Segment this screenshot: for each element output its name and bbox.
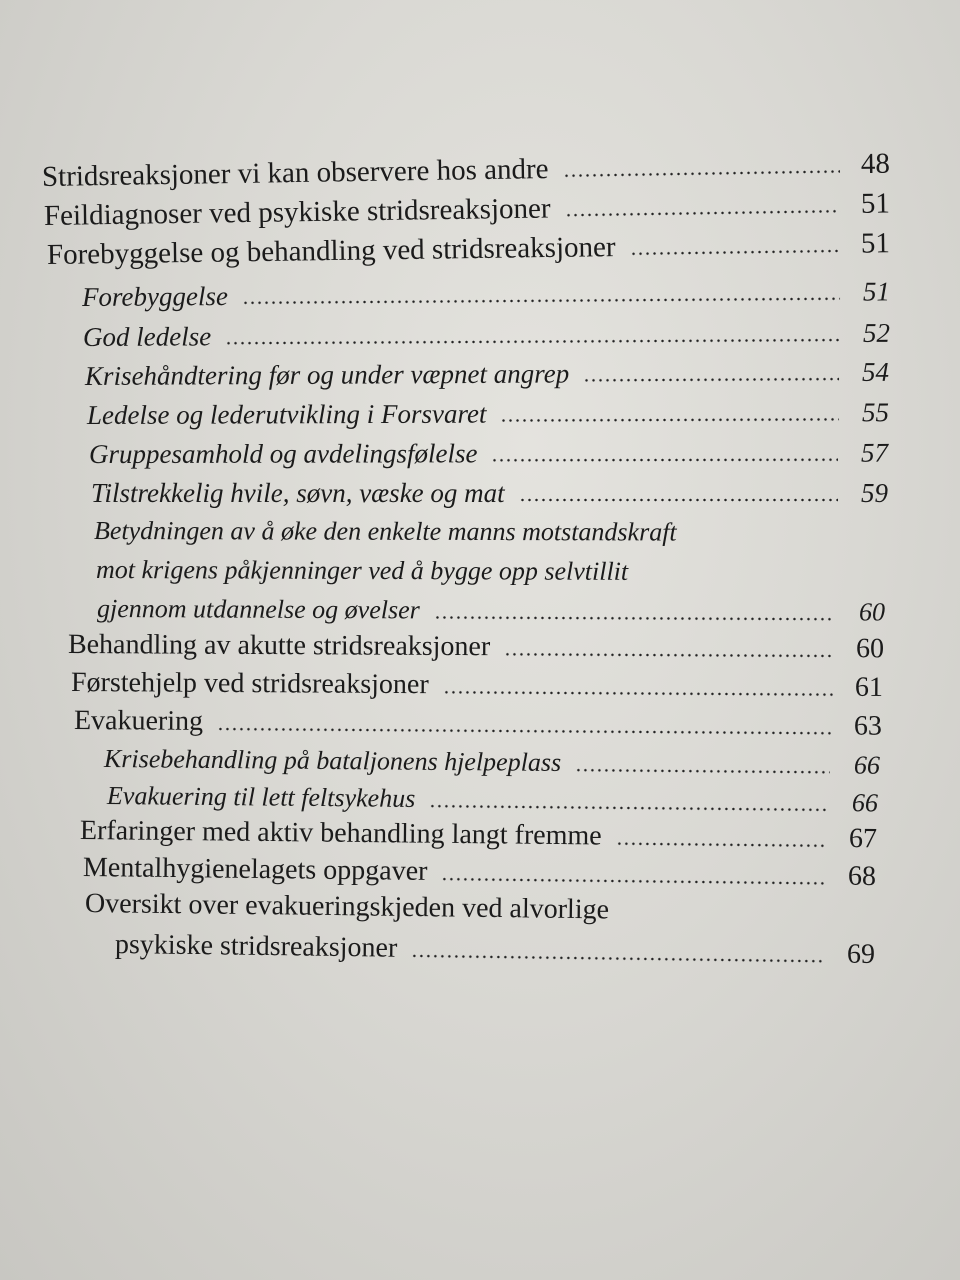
dot-leader xyxy=(217,727,832,735)
dot-leader xyxy=(225,338,840,345)
dot-leader xyxy=(504,652,834,658)
toc-subentry xyxy=(83,316,890,354)
toc-entry-page: 68 xyxy=(847,860,877,892)
dot-leader xyxy=(429,804,828,812)
toc-entry xyxy=(68,628,884,666)
toc-entry-page: 48 xyxy=(860,147,891,181)
dot-leader xyxy=(630,249,840,256)
toc-subentry xyxy=(89,436,888,471)
toc-subentry xyxy=(82,274,890,314)
dot-leader xyxy=(563,169,840,177)
toc-entry xyxy=(47,226,890,272)
dot-leader xyxy=(443,690,833,696)
toc-entry-title: gjennom utdannelse og øvelser xyxy=(96,594,420,625)
toc-entry-title: Forebyggelse xyxy=(81,280,229,312)
dot-leader xyxy=(411,954,825,963)
toc-subentry xyxy=(97,592,885,629)
toc-subentry-line: mot krigens påkjenninger ved å bygge opp selvtillit xyxy=(95,555,629,586)
toc-subentry xyxy=(85,355,889,393)
dot-leader xyxy=(491,458,838,463)
toc-entry-page: 51 xyxy=(862,276,891,307)
toc-entry-title: Erfaringer med aktiv behandling langt fremme xyxy=(79,815,602,852)
toc-entry-page: 60 xyxy=(858,597,886,627)
dot-leader xyxy=(500,417,839,422)
dot-leader xyxy=(565,209,840,217)
toc-subentry xyxy=(87,395,889,432)
toc-entry xyxy=(80,814,877,856)
toc-entry xyxy=(42,147,890,194)
toc-entry-title: God ledelse xyxy=(82,321,212,352)
toc-entry-title: Feildiagnoser ved psykiske stridsreaksjoner xyxy=(43,192,551,232)
toc-entry-title: Behandling av akutte stridsreaksjoner xyxy=(67,629,491,663)
toc-entry-title: Mentalhygienelagets oppgaver xyxy=(82,852,428,887)
toc-subentry xyxy=(107,779,878,820)
toc-entry-page: 67 xyxy=(848,823,878,855)
dot-leader xyxy=(441,877,826,885)
toc-entry-page: 52 xyxy=(862,317,891,348)
toc-entry-line: Oversikt over evakueringskjeden ved alvorlige xyxy=(84,888,610,926)
dot-leader xyxy=(575,768,830,774)
toc-entry-page: 57 xyxy=(860,437,889,468)
toc-entry-page: 61 xyxy=(854,671,884,703)
toc-entry-page: 66 xyxy=(853,750,881,780)
toc-entry-page: 66 xyxy=(851,788,879,818)
dot-leader xyxy=(242,297,840,305)
toc-entry-page: 60 xyxy=(855,633,885,665)
dot-leader xyxy=(583,377,839,382)
toc-entry-page: 55 xyxy=(861,397,890,428)
dot-leader xyxy=(519,498,838,502)
toc-entry-page: 69 xyxy=(846,938,876,970)
toc-entry-title: Krisebehandling på bataljonens hjelpeplass xyxy=(103,744,562,777)
toc-entry-title: psykiske stridsreaksjoner xyxy=(114,929,398,964)
toc-entry-title: Førstehjelp ved stridsreaksjoner xyxy=(70,667,429,701)
toc-entry xyxy=(115,928,875,972)
toc-entry-title: Forebyggelse og behandling ved stridsreaksjoner xyxy=(46,231,616,271)
toc-entry xyxy=(71,666,883,705)
toc-entry-page: 51 xyxy=(860,227,891,260)
toc-entry-title: Stridsreaksjoner vi kan observere hos andre xyxy=(41,153,549,193)
toc-entry xyxy=(44,186,890,233)
toc-entry-title: Gruppesamhold og avdelingsfølelse xyxy=(88,438,478,469)
toc-subentry-line: Betydningen av å øke den enkelte manns motstandskraft xyxy=(93,516,677,547)
toc-entry-title: Krisehåndtering før og under væpnet angrep xyxy=(84,358,570,391)
toc-entry-title: Evakuering til lett feltsykehus xyxy=(106,781,416,813)
dot-leader xyxy=(616,842,827,848)
toc-entry-page: 63 xyxy=(853,710,883,742)
toc-entry xyxy=(74,704,882,744)
toc-entry-page: 54 xyxy=(861,356,890,387)
toc-subentry xyxy=(91,476,888,510)
toc-subentry xyxy=(104,742,880,783)
dot-leader xyxy=(434,615,835,621)
toc-entry-title: Ledelse og lederutvikling i Forsvaret xyxy=(86,398,487,430)
toc-entry-page: 51 xyxy=(860,187,891,220)
toc-entry-title: Tilstrekkelig hvile, søvn, væske og mat xyxy=(91,478,505,508)
toc-entry-title: Evakuering xyxy=(73,705,204,737)
toc-entry-page: 59 xyxy=(861,478,888,508)
